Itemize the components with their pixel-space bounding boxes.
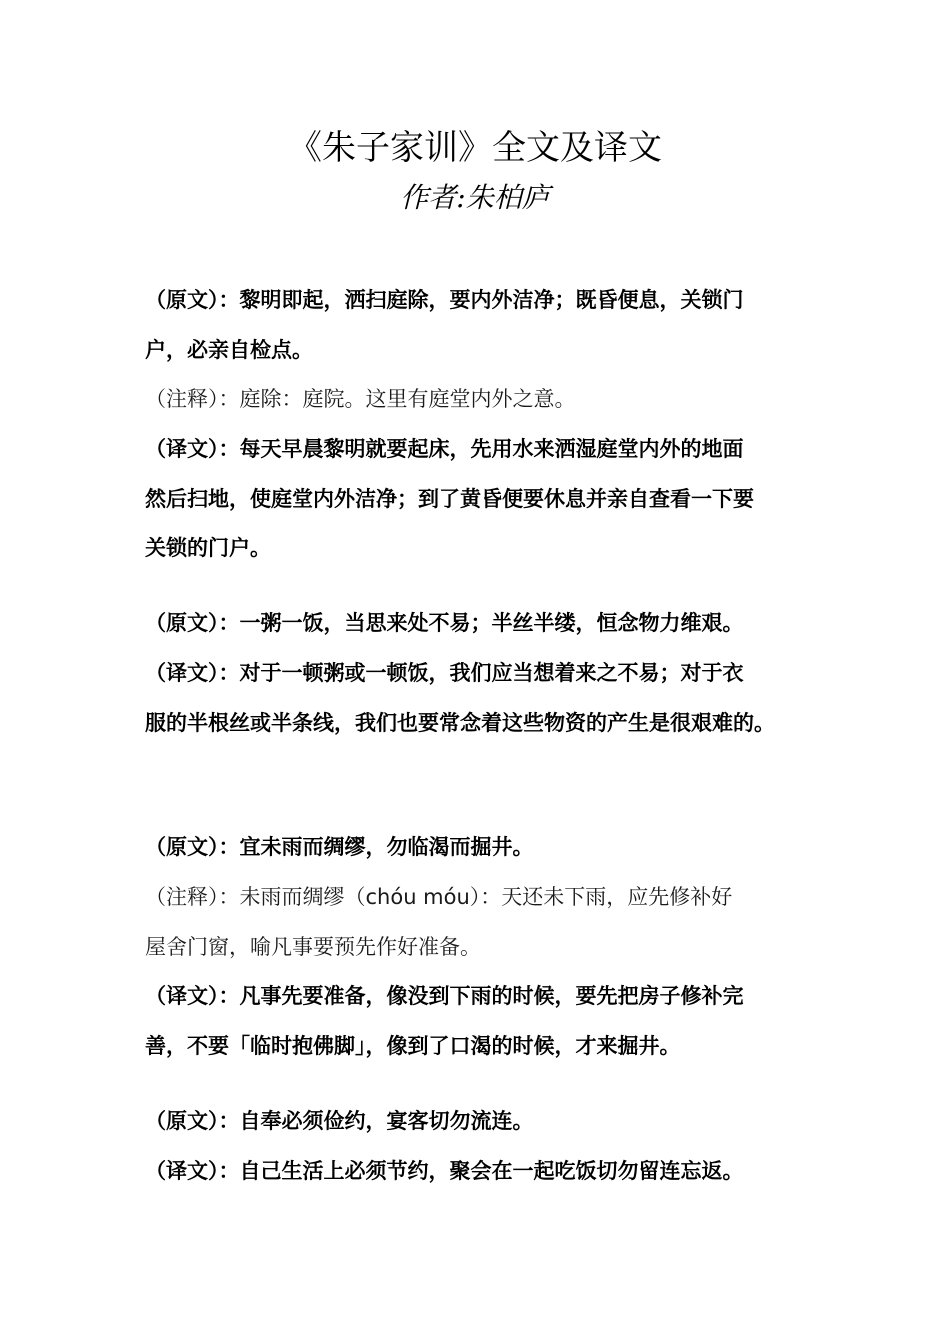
text-line: 服的半根丝或半条线，我们也要常念着这些物资的产生是很艰难的。 — [145, 711, 775, 735]
text-line: （译文）：自己生活上必须节约，聚会在一起吃饭切勿留连忘返。 — [145, 1159, 744, 1183]
text-line: （原文）：宜未雨而绸缪，勿临渴而掘井。 — [145, 835, 534, 859]
text-line: （译文）：对于一顿粥或一顿饭，我们应当想着来之不易；对于衣 — [145, 661, 744, 685]
text-line: （原文）：黎明即起，洒扫庭除，要内外洁净；既昏便息，关锁门 — [145, 288, 744, 312]
text-line: （译文）：每天早晨黎明就要起床，先用水来洒湿庭堂内外的地面 — [145, 437, 744, 461]
text-line: 然后扫地，使庭堂内外洁净；到了黄昏便要休息并亲自查看一下要 — [145, 487, 754, 511]
text-line: 屋舍门窗，喻凡事要预先作好准备。 — [145, 935, 481, 959]
document-title: 《朱子家训》全文及译文 — [288, 128, 662, 168]
text-line: （注释）：未雨而绸缪（chóu móu）：天还未下雨，应先修补好 — [145, 885, 733, 909]
text-line: 户，必亲自检点。 — [145, 338, 313, 362]
text-line: （注释）：庭除：庭院。这里有庭堂内外之意。 — [145, 387, 576, 411]
text-line: （译文）：凡事先要准备，像没到下雨的时候，要先把房子修补完 — [145, 984, 744, 1008]
text-line: 善，不要「临时抱佛脚」，像到了口渴的时候，才来掘井。 — [145, 1034, 681, 1058]
text-line: （原文）：自奉必须俭约，宴客切勿流连。 — [145, 1109, 534, 1133]
text-line: （原文）：一粥一饭，当思来处不易；半丝半缕，恒念物力维艰。 — [145, 611, 744, 635]
document-author: 作者:朱柏庐 — [400, 181, 550, 214]
text-line: 关锁的门户。 — [145, 536, 271, 560]
